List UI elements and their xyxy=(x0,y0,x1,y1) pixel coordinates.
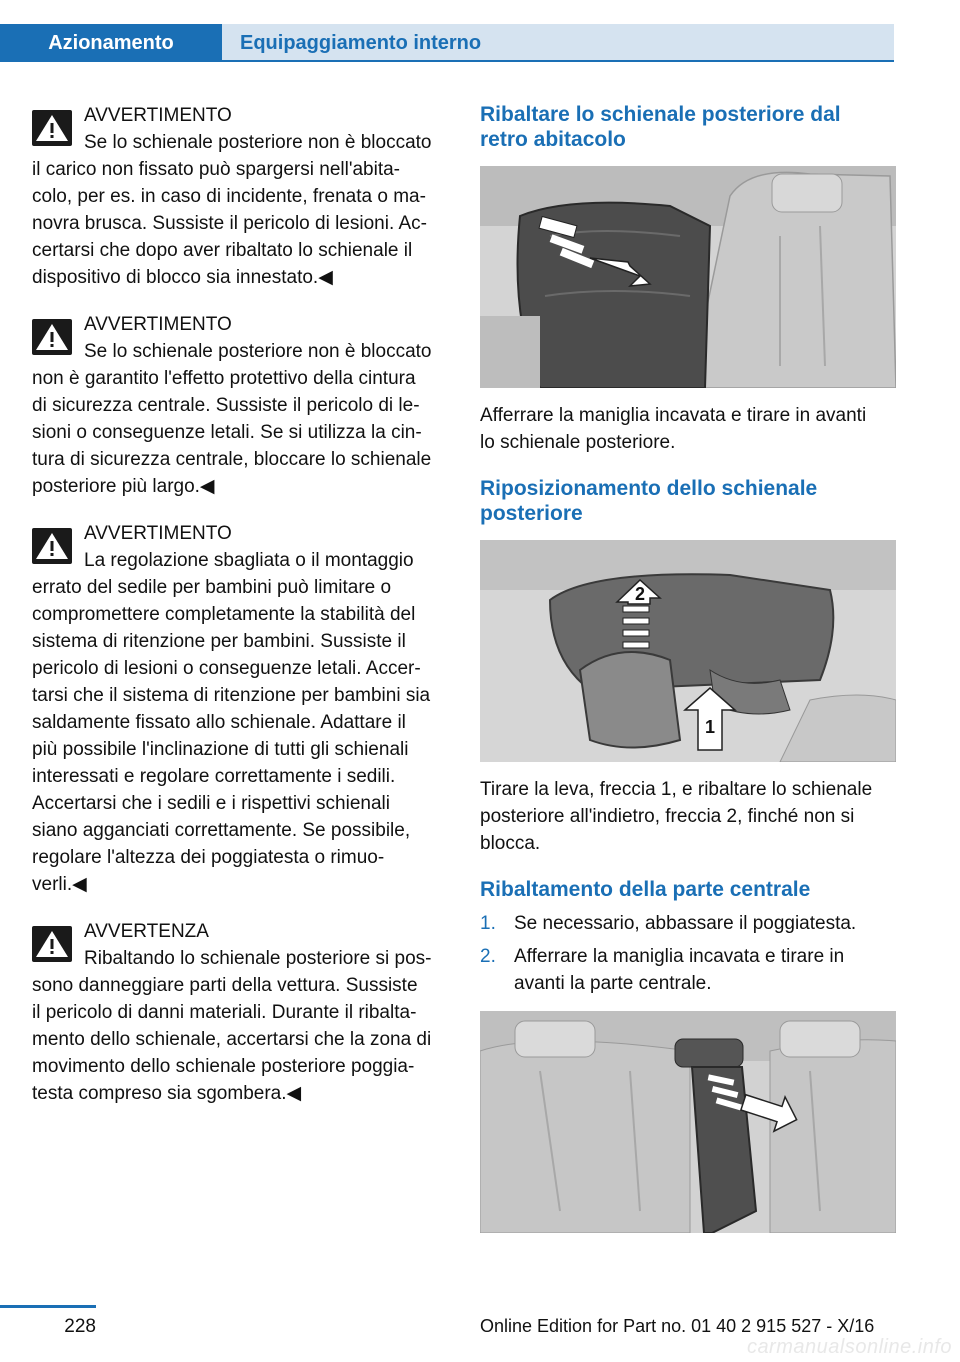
section-heading-fold-center: Ribaltamento della parte centrale xyxy=(480,878,811,901)
page-number: 228 xyxy=(64,1316,96,1337)
list-item: 1. Se necessario, abbassare il poggiatesta. xyxy=(480,910,896,937)
warning-block xyxy=(32,520,448,898)
step-number: 1. xyxy=(480,913,496,934)
step-number: 2. xyxy=(480,946,496,967)
warning-block xyxy=(32,102,448,291)
warning-text: Ribaltando lo schienale posteriore si pos‐ sono danneggiare parti della vettura. Sussiste il pericolo di danni materiali. Durante il ribalta‐ mento dello schienale, accertarsi che la zona di movimento dello schienale posteriore poggia‐ testa compreso sia sgombera.◀ xyxy=(32,948,432,1104)
warning-block xyxy=(32,918,448,1107)
edition-text: Online Edition for Part no. 01 40 2 915 527 - X/16 xyxy=(480,1316,875,1336)
warning-title: AVVERTIMENTO xyxy=(84,523,232,544)
footer-rule xyxy=(0,1305,96,1308)
tab-azionamento[interactable]: Azionamento xyxy=(0,24,222,62)
warning-triangle-icon xyxy=(32,110,72,146)
list-item: 2. Afferrare la maniglia incavata e tirare in avanti la parte centrale. xyxy=(480,943,896,997)
arrow-label-2: 2 xyxy=(634,584,646,604)
warning-block xyxy=(32,311,448,500)
warning-triangle-icon xyxy=(32,528,72,564)
steps-list xyxy=(480,910,896,997)
caption-reposition-backrest: Tirare la leva, freccia 1, e ribaltare lo schienale posteriore all'indietro, freccia 2, finché non si blocca. xyxy=(480,779,873,854)
warning-triangle-icon xyxy=(32,319,72,355)
warning-title: AVVERTENZA xyxy=(84,921,209,942)
right-column xyxy=(480,102,896,1247)
header-tabs xyxy=(0,24,894,62)
section-heading-reposition-backrest: Riposizionamento dello schienale posteriore xyxy=(480,477,818,525)
figure-fold-center xyxy=(480,1011,896,1233)
section-heading-fold-from-trunk: Ribaltare lo schienale posteriore dal retro abitacolo xyxy=(480,103,841,151)
tab-equipaggiamento-interno[interactable]: Equipaggiamento interno xyxy=(222,24,894,62)
left-column xyxy=(32,102,448,1127)
warning-text: Se lo schienale posteriore non è bloccato non è garantito l'effetto protettivo della cintura di sicurezza centrale. Sussiste il pericolo di le‐ sioni o conseguenze letali. Se si utilizza la cin‐ tura di sicurezza centrale, bloccare lo schienale posteriore più largo.◀ xyxy=(32,341,432,497)
warning-text: La regolazione sbagliata o il montaggio errato del sedile per bambini può limitare o compromettere completamente la stabilità del sistema di ritenzione per bambini. Sussiste il pericolo di lesioni o conseguenze letali. Accer‐ tarsi che il sistema di ritenzione per bambini sia saldamente fissato allo schienale. Adattare il più possibile l'inclinazione di tutti gli schienali interessati e regolare correttamente i sedili. Accertarsi che i sedili e i rispettivi schienali siano agganciati correttamente. Se possibile, regolare l'altezza dei poggiatesta o rimuo‐ verli.◀ xyxy=(32,550,431,895)
watermark: carmanualsonline.info xyxy=(746,1336,952,1358)
warning-triangle-icon xyxy=(32,926,72,962)
warning-text: Se lo schienale posteriore non è bloccato il carico non fissato può spargersi nell'abita‐ colo, per es. in caso di incidente, frenata o ma‐ novra brusca. Sussiste il pericolo di lesioni. Ac‐ certarsi che dopo aver ribaltato lo schienale il dispositivo di blocco sia innestato.◀ xyxy=(32,132,432,288)
caption-fold-backrest: Afferrare la maniglia incavata e tirare in avanti lo schienale posteriore. xyxy=(480,405,867,453)
warning-title: AVVERTIMENTO xyxy=(84,105,232,126)
warning-title: AVVERTIMENTO xyxy=(84,314,232,335)
figure-reposition-backrest xyxy=(480,540,896,762)
arrow-label-1: 1 xyxy=(704,717,716,737)
figure-fold-backrest xyxy=(480,166,896,388)
header-rule xyxy=(0,60,894,62)
